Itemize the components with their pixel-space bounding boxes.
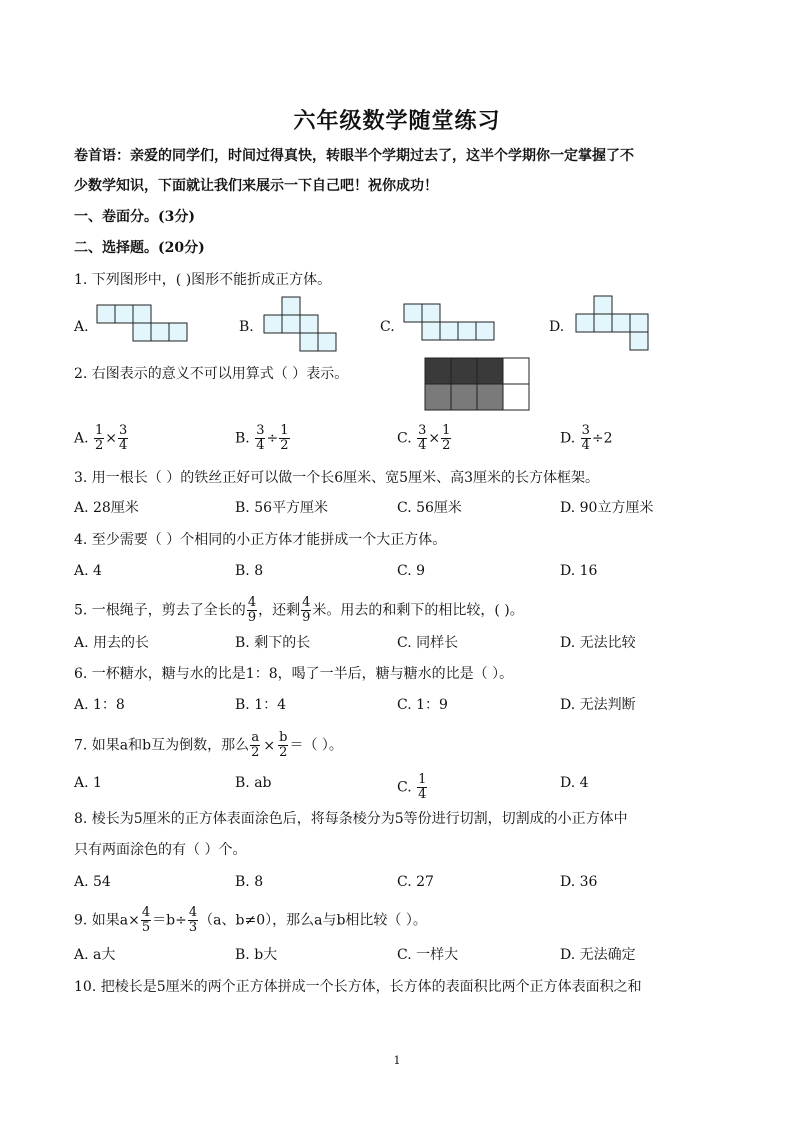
cube-net-d bbox=[575, 295, 657, 355]
q2-option-d-label: D. bbox=[560, 430, 576, 447]
q1-option-a-label: A. bbox=[74, 319, 89, 335]
page-number: 1 bbox=[393, 1054, 401, 1067]
q7-option-b: B. ab bbox=[235, 775, 272, 791]
fraction: $\frac{b}{2}$ bbox=[279, 730, 288, 760]
intro-line-1: 卷首语：亲爱的同学们，时间过得真快，转眼半个学期过去了，这半个学期你一定掌握了不 bbox=[74, 148, 634, 164]
q5-option-a: A. 用去的长 bbox=[74, 635, 150, 651]
q6-option-d: D. 无法判断 bbox=[560, 697, 636, 713]
q3-option-b: B. 56平方厘米 bbox=[235, 500, 329, 516]
q7-option-c-label: C. bbox=[397, 779, 412, 796]
q1-option-c-label: C. bbox=[380, 319, 395, 335]
question-6-stem: 6. 一杯糖水，糖与水的比是1：8，喝了一半后，糖与糖水的比是（ ）。 bbox=[74, 666, 514, 682]
page-title: 六年级数学随堂练习 bbox=[293, 108, 501, 134]
q5-option-b: B. 剩下的长 bbox=[235, 635, 311, 651]
q3-option-d: D. 90立方厘米 bbox=[560, 500, 654, 516]
q8-option-c: C. 27 bbox=[397, 874, 434, 890]
q2-option-d: D. $\frac{3}{4}$ ÷2 bbox=[560, 423, 613, 453]
q2-option-c-label: C. bbox=[397, 430, 412, 447]
q6-option-c: C. 1：9 bbox=[397, 697, 448, 713]
q7-option-d: D. 4 bbox=[560, 775, 589, 791]
q8-option-d: D. 36 bbox=[560, 874, 598, 890]
question-9-stem: 9. 如果a× $\frac{4}{5}$ ＝b÷ $\frac{4}{3}$ （a、b≠0），那么a与b相比较（ ）。 bbox=[74, 905, 427, 935]
q7-option-c bbox=[397, 773, 428, 802]
q8-option-b: B. 8 bbox=[235, 874, 264, 890]
intro-line-2: 少数学知识，下面就让我们来展示一下自己吧！祝你成功！ bbox=[74, 178, 438, 194]
fraction: $\frac{3}{4}$ bbox=[119, 423, 128, 453]
q2-option-b-label: B. bbox=[235, 430, 250, 447]
question-2-stem: 2. 右图表示的意义不可以用算式（ ）表示。 bbox=[74, 366, 349, 382]
q3-option-c: C. 56厘米 bbox=[397, 500, 462, 516]
question-1-stem: 1. 下列图形中，( )图形不能折成正方体。 bbox=[74, 272, 332, 288]
fraction: $\frac{1}{4}$ bbox=[418, 772, 427, 802]
q9-option-d: D. 无法确定 bbox=[560, 947, 636, 963]
shaded-grid-figure bbox=[424, 357, 534, 413]
question-5-stem: 5. 一根绳子，剪去了全长的 $\frac{4}{9}$ ，还剩 $\frac{4}{9}$ 米。用去的和剩下的相比较，( )。 bbox=[74, 595, 524, 625]
cube-net-a bbox=[96, 304, 196, 344]
q7-option-a: A. 1 bbox=[74, 775, 102, 791]
q9-option-a: A. a大 bbox=[74, 947, 116, 963]
fraction: $\frac{1}{2}$ bbox=[95, 423, 104, 453]
fraction: $\frac{4}{9}$ bbox=[247, 595, 257, 625]
fraction: $\frac{1}{2}$ bbox=[442, 423, 451, 453]
fraction: $\frac{3}{4}$ bbox=[581, 423, 590, 453]
q5-option-d: D. 无法比较 bbox=[560, 635, 636, 651]
section-1-heading: 一、卷面分。(3分) bbox=[74, 209, 195, 225]
question-7-stem: 7. 如果a和b互为倒数，那么 $\frac{a}{2}$ × $\frac{b}{2}$ ＝（ ）。 bbox=[74, 730, 343, 760]
question-8-stem-line-2: 只有两面涂色的有（ ）个。 bbox=[74, 842, 247, 858]
section-2-heading: 二、选择题。(20分) bbox=[74, 240, 205, 256]
q2-option-b: B. $\frac{3}{4}$ ÷ $\frac{1}{2}$ bbox=[235, 423, 289, 453]
fraction: $\frac{3}{4}$ bbox=[418, 423, 427, 453]
question-4-stem: 4. 至少需要（ ）个相同的小正方体才能拼成一个大正方体。 bbox=[74, 532, 447, 548]
q9-option-c: C. 一样大 bbox=[397, 947, 459, 963]
q4-option-a: A. 4 bbox=[74, 563, 102, 579]
fraction: $\frac{3}{4}$ bbox=[256, 423, 265, 453]
question-8-stem-line-1: 8. 棱长为5厘米的正方体表面涂色后，将每条棱分为5等份进行切割，切割成的小正方体中 bbox=[74, 811, 628, 827]
q2-option-c: C. $\frac{3}{4}$ × $\frac{1}{2}$ bbox=[397, 423, 451, 453]
question-3-stem: 3. 用一根长（ ）的铁丝正好可以做一个长6厘米、宽5厘米、高3厘米的长方体框架。 bbox=[74, 470, 599, 486]
q6-option-b: B. 1：4 bbox=[235, 697, 287, 713]
q6-option-a: A. 1：8 bbox=[74, 697, 125, 713]
fraction: $\frac{4}{3}$ bbox=[188, 905, 198, 935]
q1-option-d-label: D. bbox=[549, 319, 565, 335]
q4-option-c: C. 9 bbox=[397, 563, 426, 579]
q2-option-a: A. $\frac{1}{2}$ × $\frac{3}{4}$ bbox=[74, 423, 128, 453]
q8-option-a: A. 54 bbox=[74, 874, 111, 890]
q3-option-a: A. 28厘米 bbox=[74, 500, 139, 516]
q4-option-b: B. 8 bbox=[235, 563, 264, 579]
q4-option-d: D. 16 bbox=[560, 563, 598, 579]
cube-net-b bbox=[263, 296, 345, 354]
q5-option-c: C. 同样长 bbox=[397, 635, 459, 651]
q1-option-b-label: B. bbox=[239, 319, 254, 335]
fraction: $\frac{4}{5}$ bbox=[141, 905, 151, 935]
q9-option-b: B. b大 bbox=[235, 947, 278, 963]
fraction: $\frac{a}{2}$ bbox=[251, 730, 260, 760]
cube-net-c bbox=[403, 303, 503, 345]
fraction: $\frac{1}{2}$ bbox=[280, 423, 289, 453]
question-10-stem: 10. 把棱长是5厘米的两个正方体拼成一个长方体，长方体的表面积比两个正方体表面积之和 bbox=[74, 979, 642, 995]
q2-option-a-label: A. bbox=[74, 430, 89, 447]
fraction: $\frac{4}{9}$ bbox=[302, 595, 311, 625]
